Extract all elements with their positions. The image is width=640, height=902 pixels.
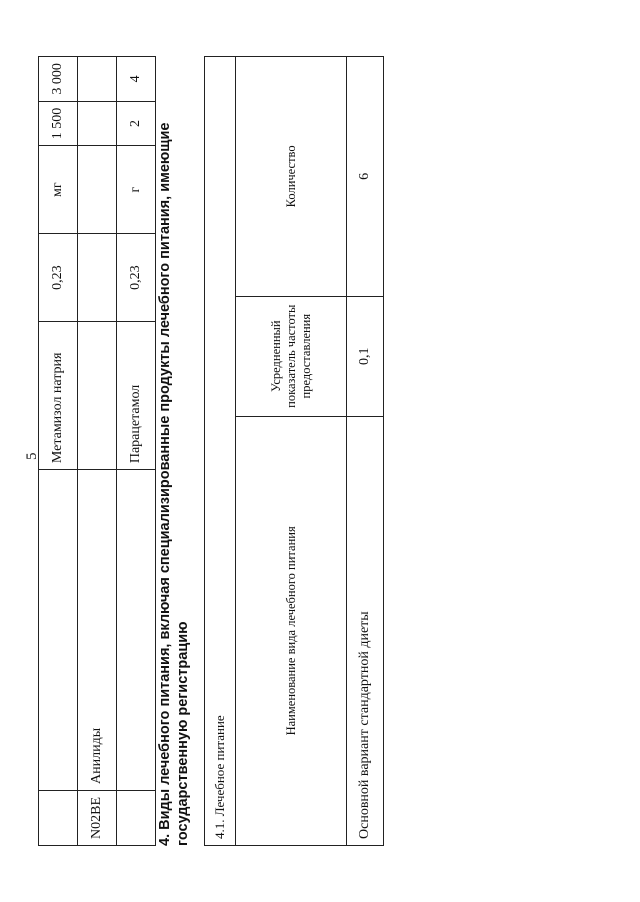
table-row: [117, 57, 156, 846]
header-nutrition-name: Наименование вида лечебного питания: [236, 416, 347, 845]
table-cell: 1 500: [39, 101, 78, 146]
table-cell: [117, 470, 156, 791]
drug-table: [38, 56, 156, 846]
nutrition-subheading: 4.1. Лечебное питание: [205, 57, 236, 846]
table-cell: 0,23: [117, 234, 156, 322]
section-heading: 4. Виды лечебного питания, включая специализированные продукты лечебного питания, имеющие государственную регистрацию: [157, 122, 191, 846]
table-cell: г: [117, 146, 156, 234]
table-cell: [78, 322, 117, 470]
page-number: 5: [24, 452, 40, 460]
nutrition-name: Основной вариант стандартной диеты: [347, 416, 384, 845]
table-row: [39, 57, 78, 846]
quantity-value: 6: [347, 57, 384, 297]
table-cell: [39, 791, 78, 846]
table-cell: [78, 234, 117, 322]
table-cell: [78, 57, 117, 102]
table-row: [78, 57, 117, 846]
nutrition-table: [204, 56, 384, 846]
table-cell: 2: [117, 101, 156, 146]
table-cell: N02BE: [78, 791, 117, 846]
header-quantity: Количество: [236, 57, 347, 297]
table-cell: Парацетамол: [117, 322, 156, 470]
frequency-value: 0,1: [347, 296, 384, 416]
table-cell: [117, 791, 156, 846]
table-cell: [78, 101, 117, 146]
table-cell: 0,23: [39, 234, 78, 322]
table-cell: [39, 470, 78, 791]
table-cell: 4: [117, 57, 156, 102]
table-cell: 3 000: [39, 57, 78, 102]
table-cell: мг: [39, 146, 78, 234]
table-row: [347, 57, 384, 846]
header-frequency: Усредненный показатель частоты предоставления: [236, 296, 347, 416]
table-cell: Метамизол натрия: [39, 322, 78, 470]
table-cell: [78, 146, 117, 234]
table-cell: Анилиды: [78, 470, 117, 791]
